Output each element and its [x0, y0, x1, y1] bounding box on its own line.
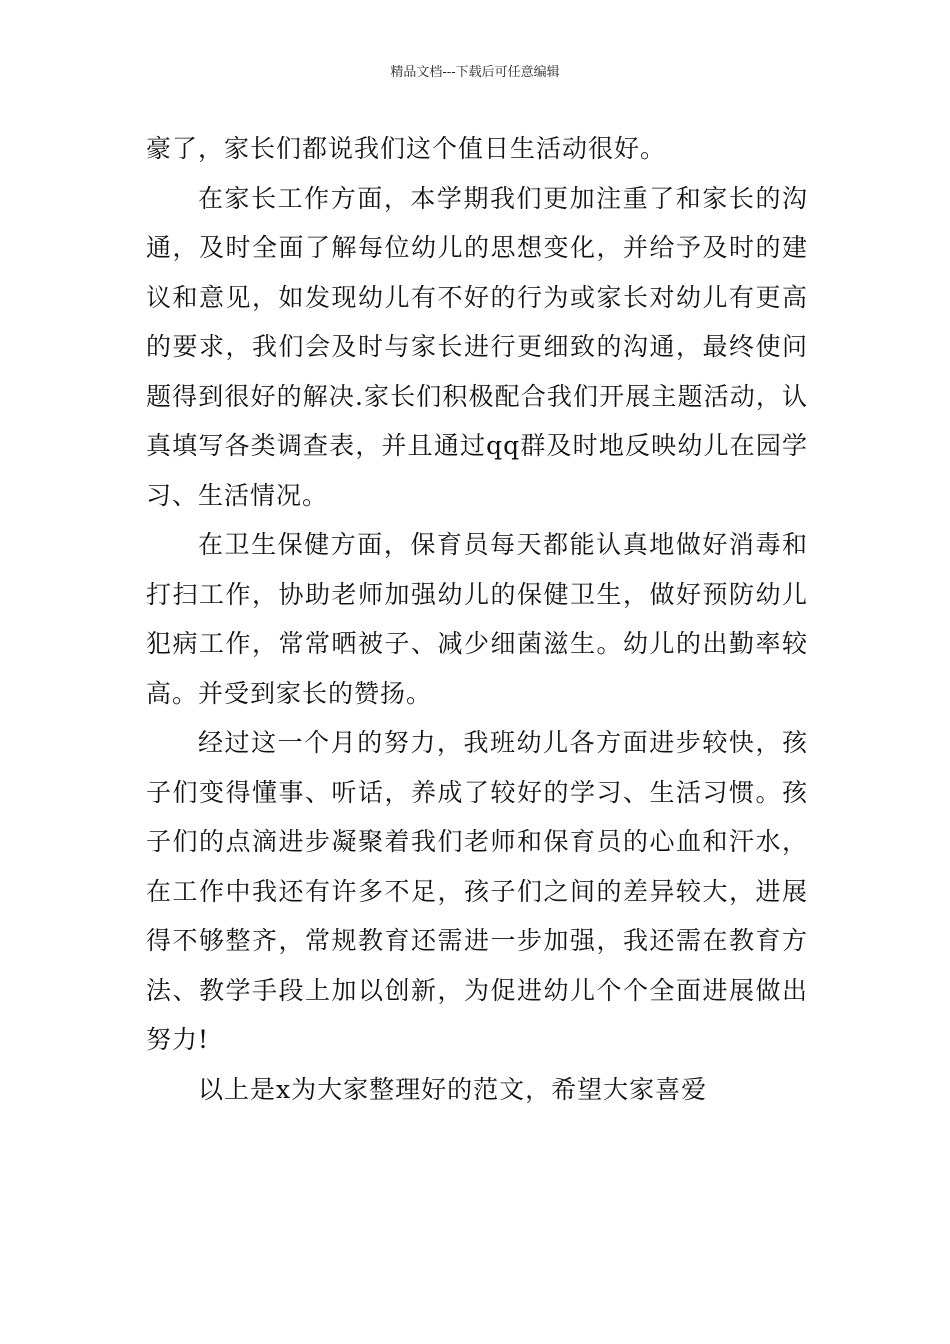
page-header: 精品文档---下载后可任意编辑	[390, 65, 560, 80]
paragraph-4: 经过这一个月的努力，我班幼儿各方面进步较快，孩子们变得懂事、听话，养成了较好的学习、生活习惯。孩子们的点滴进步凝聚着我们老师和保育员的心血和汗水，在工作中我还有许多不足，孩子们之间的差异较大，进展得不够整齐，常规教育还需进一步加强，我还需在教育方法、教学手段上加以创新，为促进幼儿个个全面进展做出努力!	[146, 728, 808, 1054]
paragraph-3: 在卫生保健方面，保育员每天都能认真地做好消毒和打扫工作，协助老师加强幼儿的保健卫生，做好预防幼儿犯病工作，常常晒被子、减少细菌滋生。幼儿的出勤率较高。并受到家长的赞扬。	[146, 530, 808, 708]
paragraph-1: 豪了，家长们都说我们这个值日生活动很好。	[146, 134, 667, 163]
paragraph-5: 以上是x为大家整理好的范文，希望大家喜爱	[198, 1074, 708, 1104]
paragraph-2: 在家长工作方面，本学期我们更加注重了和家长的沟通，及时全面了解每位幼儿的思想变化，并给予及时的建议和意见，如发现幼儿有不好的行为或家长对幼儿有更高的要求，我们会及时与家长进行更细致的沟通，最终使问题得到很好的解决.家长们积极配合我们开展主题活动，认真填写各类调查表，并且通过qq群及时地反映幼儿在园学习、生活情况。	[146, 183, 808, 510]
document-body	[146, 124, 808, 1114]
